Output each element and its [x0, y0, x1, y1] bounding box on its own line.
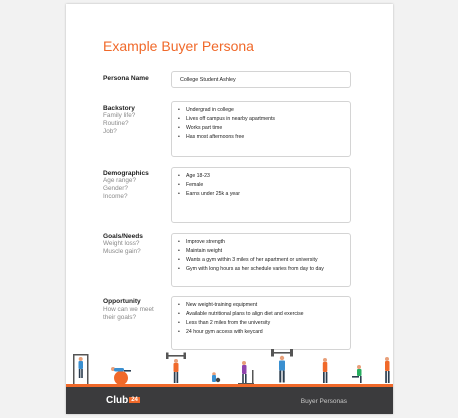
- demographics-prompts: [103, 177, 136, 200]
- squat-figure-icon: [323, 358, 328, 383]
- barbell-figure-icon: [271, 349, 293, 383]
- pullup-figure-icon: [73, 354, 89, 384]
- treadmill-figure-icon: [238, 361, 254, 385]
- backstory-prompt: Routine?: [103, 119, 129, 127]
- lunge-figure-icon: [352, 365, 362, 383]
- demographics-prompt: Age range?: [103, 177, 137, 184]
- list-item: • Wants a gym within 3 miles of her apartment or university: [178, 256, 324, 265]
- goals-prompt: Muscle gain?: [103, 247, 141, 255]
- club-logo: [106, 395, 140, 406]
- opportunity-field[interactable]: [171, 296, 351, 350]
- opportunity-list: [178, 301, 304, 337]
- list-item: • Female: [178, 181, 240, 190]
- backstory-field[interactable]: [171, 101, 351, 157]
- list-item: • Less than 2 miles from the university: [178, 319, 304, 328]
- demographics-prompt: Gender?: [103, 184, 128, 192]
- persona-name-value: College Student Ashley: [180, 77, 236, 83]
- backstory-prompt: Job?: [103, 127, 117, 135]
- demographics-list: [178, 172, 240, 199]
- list-item: • Earns under 25k a year: [178, 190, 240, 199]
- list-item: • Works part time: [178, 124, 275, 133]
- opportunity-prompt: How can we meet: [103, 306, 154, 313]
- backstory-prompt: Family life?: [103, 112, 136, 119]
- weightlifter-figure-icon: [166, 353, 186, 384]
- kettlebell-figure-icon: [212, 372, 220, 382]
- list-item: • Undergrad in college: [178, 106, 275, 115]
- list-item: • 24 hour gym access with keycard: [178, 328, 304, 337]
- opportunity-prompts: [103, 306, 154, 322]
- list-item: • Improve strength: [178, 238, 324, 247]
- list-item: • Available nutritional plans to align diet and exercise: [178, 310, 304, 319]
- goals-label: Goals/Needs: [103, 233, 143, 240]
- goals-list: [178, 238, 324, 274]
- fitness-figures-illustration: [66, 348, 393, 388]
- opportunity-label: Opportunity: [103, 298, 141, 305]
- backstory-list: [178, 106, 275, 142]
- persona-name-field[interactable]: [171, 71, 351, 88]
- dumbbell-figure-icon: [385, 357, 390, 383]
- list-item: • Has most afternoons free: [178, 133, 275, 142]
- list-item: • Gym with long hours as her schedule varies from day to day: [178, 265, 324, 274]
- list-item: • New weight-training equipment: [178, 301, 304, 310]
- demographics-field[interactable]: [171, 167, 351, 223]
- list-item: • Maintain weight: [178, 247, 324, 256]
- persona-name-label: Persona Name: [103, 75, 149, 82]
- list-item: • Lives off campus in nearby apartments: [178, 115, 275, 124]
- goals-prompts: [103, 240, 141, 256]
- logo-badge: 24: [131, 397, 138, 403]
- backstory-label: Backstory: [103, 105, 135, 112]
- logo-text: Club: [106, 395, 129, 406]
- persona-page: [66, 4, 393, 414]
- demographics-prompt: Income?: [103, 192, 128, 200]
- backstory-prompts: [103, 112, 135, 135]
- page-title: Example Buyer Persona: [103, 38, 254, 54]
- list-item: • Age 18-23: [178, 172, 240, 181]
- goals-prompt: Weight loss?: [103, 240, 140, 247]
- footer: [66, 387, 393, 414]
- exercise-ball-figure-icon: [111, 367, 131, 385]
- demographics-label: Demographics: [103, 170, 149, 177]
- footer-section-title: Buyer Personas: [300, 398, 347, 405]
- opportunity-prompt: their goals?: [103, 313, 137, 321]
- goals-field[interactable]: [171, 233, 351, 287]
